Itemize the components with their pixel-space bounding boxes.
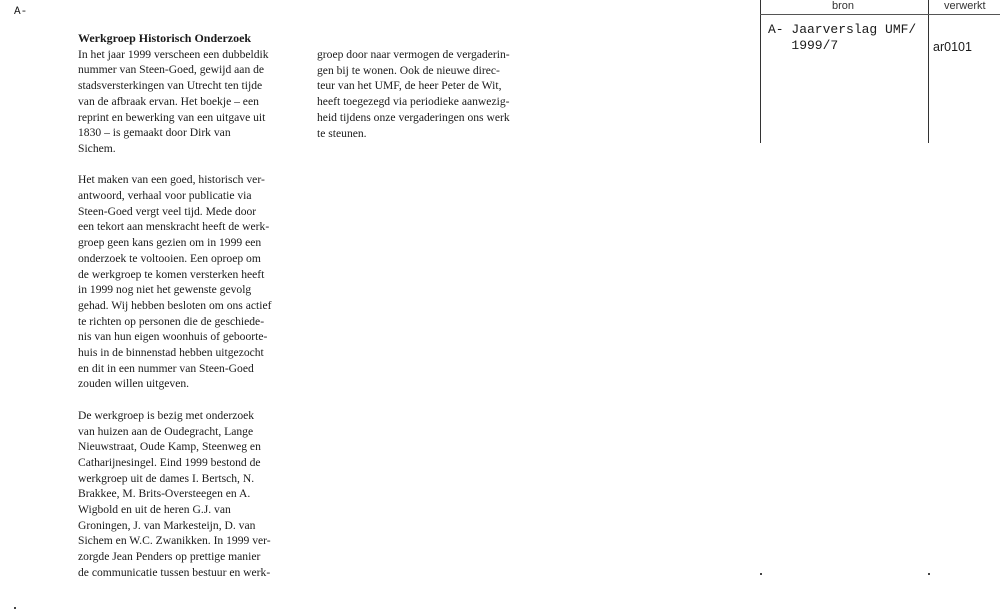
text-line: Nieuwstraat, Oude Kamp, Steenweg en: [78, 440, 261, 454]
reference-code: ar0101: [933, 40, 972, 54]
text-line: teur van het UMF, de heer Peter de Wit,: [317, 79, 502, 93]
text-line: reprint en bewerking van een uitgave uit: [78, 110, 266, 124]
text-line: nummer van Steen-Goed, gewijd aan de: [78, 63, 265, 77]
text-line: Sichem en W.C. Zwanikken. In 1999 ver-: [78, 534, 271, 548]
text-line: nis van hun eigen woonhuis of geboorte-: [78, 330, 268, 344]
text-line: Wigbold en uit de heren G.J. van: [78, 503, 231, 517]
text-line: stadsversterkingen van Utrecht ten tijde: [78, 79, 263, 93]
paragraph-1: [78, 47, 271, 157]
divider: [928, 0, 929, 143]
text-line: Brakkee, M. Brits-Oversteegen en A.: [78, 487, 251, 501]
text-line: in 1999 nog niet het gewenste gevolg: [78, 283, 252, 297]
text-line: de werkgroep te komen versterken heeft: [78, 267, 265, 281]
text-line: een tekort aan menskracht heeft de werk-: [78, 220, 270, 234]
text-line: gehad. Wij hebben besloten om ons actief: [78, 298, 272, 312]
text-line: de communicatie tussen bestuur en werk-: [78, 565, 271, 579]
header-bron: bron: [832, 0, 855, 12]
article-title: Werkgroep Historisch Onderzoek: [78, 31, 252, 45]
text-line: zorgde Jean Penders op prettige manier: [78, 550, 261, 564]
divider: [760, 0, 761, 143]
text-line: en dit in een nummer van Steen-Goed: [78, 361, 254, 375]
text-line: Sichem.: [78, 141, 116, 155]
text-line: heeft toegezegd via periodieke aanwezig-: [317, 95, 510, 109]
text-line: antwoord, verhaal voor publicatie via: [78, 189, 252, 203]
source-table: [760, 0, 1000, 143]
text-line: Groningen, J. van Markesteijn, D. van: [78, 518, 256, 532]
text-line: heid tijdens onze vergaderingen ons werk: [317, 110, 510, 124]
text-line: 1830 – is gemaakt door Dirk van: [78, 126, 231, 140]
text-line: zouden willen uitgeven.: [78, 377, 190, 391]
header-verwerkt: verwerkt: [944, 0, 986, 12]
text-line: onderzoek te voltooien. Een oproep om: [78, 251, 261, 265]
corner-mark: A-: [14, 6, 28, 18]
text-line: te richten op personen die de geschiede-: [78, 314, 265, 328]
text-line: In het jaar 1999 verscheen een dubbeldik: [78, 47, 269, 61]
text-line: Steen-Goed vergt veel tijd. Mede door: [78, 204, 257, 218]
text-line: gen bij te wonen. Ook de nieuwe direc-: [317, 63, 500, 77]
paragraph-3: [78, 408, 271, 581]
paragraph-4: [317, 47, 510, 141]
divider: [760, 14, 1000, 15]
source-line: A- Jaarverslag UMF/: [768, 22, 917, 37]
scan-speck: [760, 573, 762, 575]
scan-speck: [14, 607, 16, 609]
text-line: De werkgroep is bezig met onderzoek: [78, 408, 255, 422]
text-line: groep door naar vermogen de vergaderin-: [317, 48, 510, 61]
column-1: [78, 31, 271, 581]
text-line: groep geen kans gezien om in 1999 een: [78, 236, 262, 250]
text-line: huis in de binnenstad hebben uitgezocht: [78, 346, 264, 360]
paragraph-2: [78, 172, 271, 392]
text-line: van de afbraak ervan. Het boekje – een: [78, 94, 259, 108]
source-line: 1999/7: [768, 38, 839, 53]
text-line: van huizen aan de Oudegracht, Lange: [78, 424, 254, 438]
column-2: [317, 47, 510, 141]
text-line: werkgroep uit de dames I. Bertsch, N.: [78, 471, 255, 485]
text-line: Het maken van een goed, historisch ver-: [78, 173, 265, 187]
scan-speck: [928, 573, 930, 575]
text-line: Catharijnesingel. Eind 1999 bestond de: [78, 455, 261, 469]
text-line: te steunen.: [317, 126, 367, 140]
source-text: [768, 22, 916, 54]
